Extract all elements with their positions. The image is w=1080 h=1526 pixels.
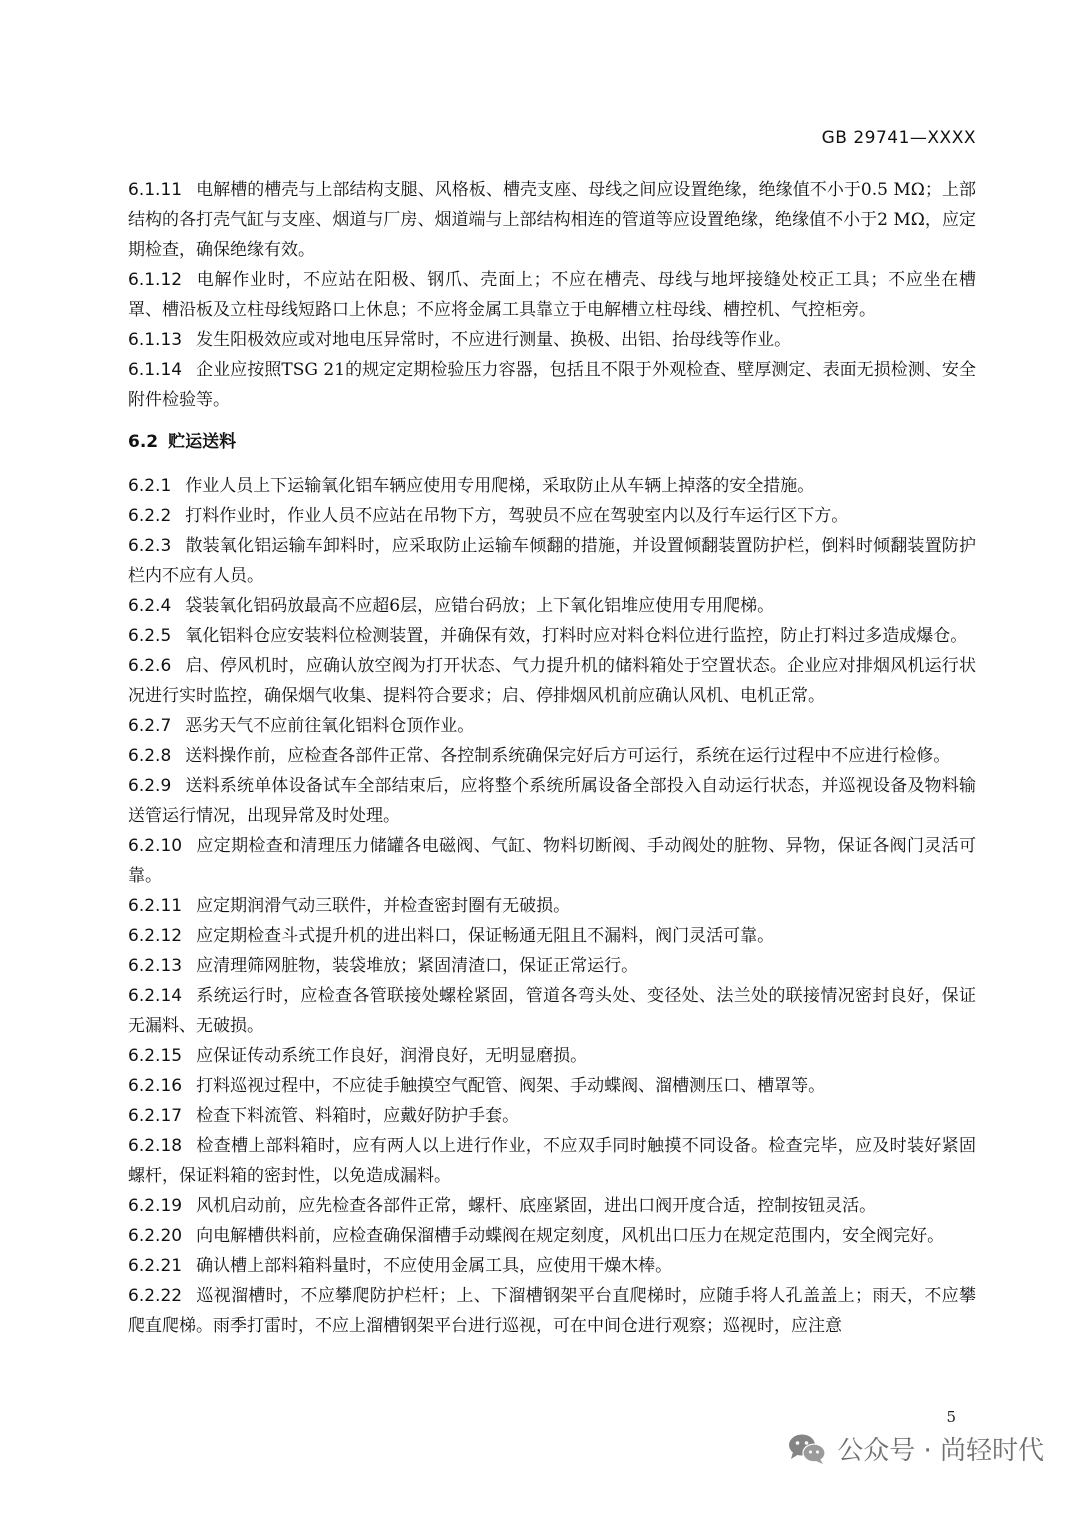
clause-text: 向电解槽供料前，应检查确保溜槽手动蝶阀在规定刻度，风机出口压力在规定范围内，安全阀完好。	[196, 1226, 945, 1246]
clause-6-1-11	[128, 175, 976, 265]
clause-text: 企业应按照TSG 21的规定定期检验压力容器，包括且不限于外观检查、壁厚测定、表面无损检测、安全附件检验等。	[128, 360, 976, 410]
clause-number: 6.2.22	[128, 1286, 183, 1306]
clause-group-6-2	[128, 471, 976, 1341]
clause-text: 巡视溜槽时，不应攀爬防护栏杆；上、下溜槽钢架平台直爬梯时，应随手将人孔盖盖上；雨天，不应攀爬直爬梯。雨季打雷时，不应上溜槽钢架平台进行巡视，可在中间仓进行观察；巡视时，应注意	[128, 1286, 976, 1336]
clause-text: 打料作业时，作业人员不应站在吊物下方，驾驶员不应在驾驶室内以及行车运行区下方。	[185, 506, 849, 526]
clause-text: 启、停风机时，应确认放空阀为打开状态、气力提升机的储料箱处于空置状态。企业应对排烟风机运行状况进行实时监控，确保烟气收集、提料符合要求；启、停排烟风机前应确认风机、电机正常。	[128, 656, 976, 706]
clause-number: 6.2.4	[128, 596, 172, 616]
section-heading-6-2	[128, 427, 976, 457]
clause-number: 6.2.13	[128, 956, 183, 976]
clause-6-2-8	[128, 741, 976, 771]
clause-6-1-13	[128, 325, 976, 355]
clause-text: 氧化铝料仓应安装料位检测装置，并确保有效，打料时应对料仓料位进行监控，防止打料过多造成爆仓。	[185, 626, 968, 646]
clause-number: 6.2.11	[128, 896, 183, 916]
clause-6-2-6	[128, 651, 976, 711]
clause-6-2-10	[128, 831, 976, 891]
clause-number: 6.2.21	[128, 1256, 183, 1276]
clause-number: 6.1.14	[128, 360, 183, 380]
clause-number: 6.2.17	[128, 1106, 183, 1126]
clause-number: 6.2.3	[128, 536, 172, 556]
clause-6-2-9	[128, 771, 976, 831]
clause-number: 6.2.5	[128, 626, 172, 646]
clause-number: 6.2.15	[128, 1046, 183, 1066]
clause-text: 打料巡视过程中，不应徒手触摸空气配管、阀架、手动蝶阀、溜槽测压口、槽罩等。	[196, 1076, 826, 1096]
clause-6-2-4	[128, 591, 976, 621]
clause-6-2-3	[128, 531, 976, 591]
clause-number: 6.2.19	[128, 1196, 183, 1216]
clause-number: 6.2.16	[128, 1076, 183, 1096]
clause-text: 电解槽的槽壳与上部结构支腿、风格板、槽壳支座、母线之间应设置绝缘，绝缘值不小于0.5 MΩ；上部结构的各打壳气缸与支座、烟道与厂房、烟道端与上部结构相连的管道等应设置绝缘，绝缘值不小于2 MΩ，应定期检查，确保绝缘有效。	[128, 180, 976, 260]
clause-text: 应定期检查斗式提升机的进出料口，保证畅通无阻且不漏料，阀门灵活可靠。	[196, 926, 775, 946]
clause-6-2-15	[128, 1041, 976, 1071]
clause-number: 6.1.13	[128, 330, 183, 350]
clause-text: 袋装氧化铝码放最高不应超6层，应错台码放；上下氧化铝堆应使用专用爬梯。	[185, 596, 775, 616]
clause-number: 6.2.8	[128, 746, 172, 766]
clause-text: 送料系统单体设备试车全部结束后，应将整个系统所属设备全部投入自动运行状态，并巡视设备及物料输送管运行情况，出现异常及时处理。	[128, 776, 976, 826]
clause-text: 应保证传动系统工作良好，润滑良好，无明显磨损。	[196, 1046, 588, 1066]
section-number: 6.2	[128, 432, 159, 452]
clause-6-2-13	[128, 951, 976, 981]
clause-number: 6.2.18	[128, 1136, 183, 1156]
clause-6-2-12	[128, 921, 976, 951]
clause-6-2-22	[128, 1281, 976, 1341]
clause-text: 应定期检查和清理压力储罐各电磁阀、气缸、物料切断阀、手动阀处的脏物、异物，保证各阀门灵活可靠。	[128, 836, 976, 886]
clause-number: 6.2.12	[128, 926, 183, 946]
clause-6-2-20	[128, 1221, 976, 1251]
clause-group-6-1	[128, 175, 976, 415]
clause-number: 6.2.7	[128, 716, 172, 736]
clause-6-1-14	[128, 355, 976, 415]
clause-number: 6.2.9	[128, 776, 172, 796]
standard-code: GB 29741—XXXX	[821, 128, 976, 148]
clause-6-2-5	[128, 621, 976, 651]
clause-6-2-14	[128, 981, 976, 1041]
clause-text: 检查下料流管、料箱时，应戴好防护手套。	[196, 1106, 520, 1126]
clause-text: 散装氧化铝运输车卸料时，应采取防止运输车倾翻的措施，并设置倾翻装置防护栏，倒料时倾翻装置防护栏内不应有人员。	[128, 536, 976, 586]
watermark	[787, 1430, 1044, 1467]
clause-number: 6.2.2	[128, 506, 172, 526]
clause-number: 6.1.11	[128, 180, 183, 200]
clause-text: 应定期润滑气动三联件，并检查密封圈有无破损。	[196, 896, 571, 916]
clause-text: 电解作业时，不应站在阳极、钢爪、壳面上；不应在槽壳、母线与地坪接缝处校正工具；不应坐在槽罩、槽沿板及立柱母线短路口上休息；不应将金属工具靠立于电解槽立柱母线、槽控机、气控柜旁。	[128, 270, 976, 320]
clause-text: 应清理筛网脏物，装袋堆放；紧固清渣口，保证正常运行。	[196, 956, 639, 976]
clause-number: 6.2.10	[128, 836, 183, 856]
clause-text: 恶劣天气不应前往氧化铝料仓顶作业。	[185, 716, 475, 736]
clause-text: 作业人员上下运输氧化铝车辆应使用专用爬梯，采取防止从车辆上掉落的安全措施。	[185, 476, 815, 496]
clause-6-2-1	[128, 471, 976, 501]
document-body	[128, 175, 976, 1341]
clause-number: 6.2.20	[128, 1226, 183, 1246]
wechat-icon	[787, 1432, 827, 1466]
clause-text: 发生阳极效应或对地电压异常时，不应进行测量、换极、出铝、抬母线等作业。	[196, 330, 792, 350]
page-number: 5	[946, 1408, 956, 1426]
clause-6-2-16	[128, 1071, 976, 1101]
clause-6-2-7	[128, 711, 976, 741]
clause-6-1-12	[128, 265, 976, 325]
clause-number: 6.2.1	[128, 476, 172, 496]
clause-text: 风机启动前，应先检查各部件正常，螺杆、底座紧固，进出口阀开度合适，控制按钮灵活。	[196, 1196, 877, 1216]
clause-6-2-21	[128, 1251, 976, 1281]
clause-number: 6.1.12	[128, 270, 183, 290]
clause-6-2-2	[128, 501, 976, 531]
clause-6-2-18	[128, 1131, 976, 1191]
clause-6-2-17	[128, 1101, 976, 1131]
clause-number: 6.2.14	[128, 986, 183, 1006]
clause-text: 送料操作前，应检查各部件正常、各控制系统确保完好后方可运行，系统在运行过程中不应进行检修。	[185, 746, 951, 766]
clause-6-2-11	[128, 891, 976, 921]
clause-text: 确认槽上部料箱料量时，不应使用金属工具，应使用干燥木棒。	[196, 1256, 673, 1276]
clause-number: 6.2.6	[128, 656, 172, 676]
clause-text: 检查槽上部料箱时，应有两人以上进行作业，不应双手同时触摸不同设备。检查完毕，应及时装好紧固螺杆，保证料箱的密封性，以免造成漏料。	[128, 1136, 976, 1186]
section-title: 贮运送料	[168, 432, 237, 452]
clause-6-2-19	[128, 1191, 976, 1221]
watermark-text: 公众号 · 尚轻时代	[837, 1436, 1044, 1466]
clause-text: 系统运行时，应检查各管联接处螺栓紧固，管道各弯头处、变径处、法兰处的联接情况密封良好，保证无漏料、无破损。	[128, 986, 976, 1036]
